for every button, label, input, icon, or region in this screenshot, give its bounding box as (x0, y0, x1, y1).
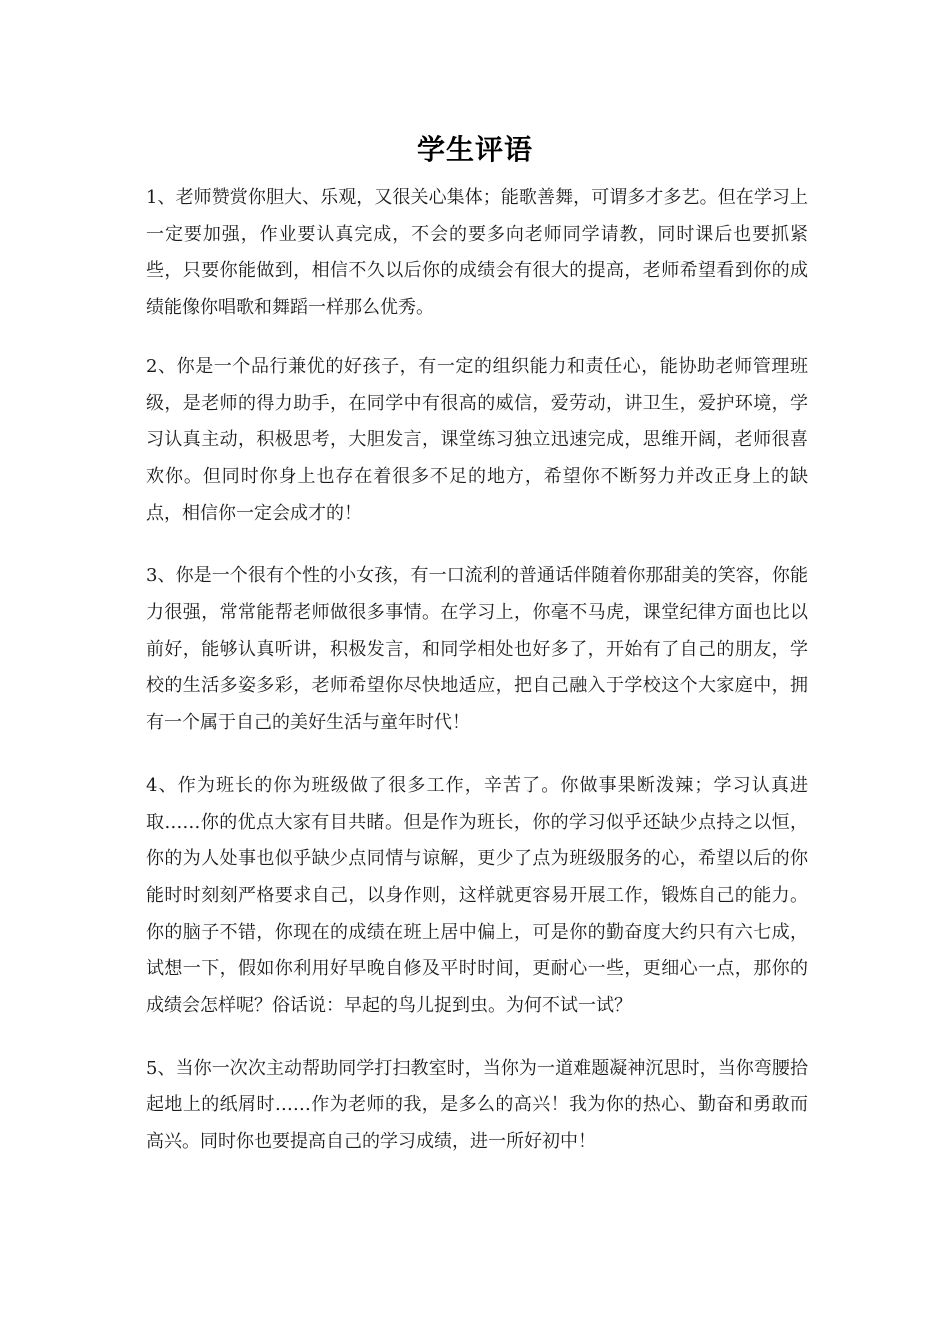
comment-paragraph-5: 5、当你一次次主动帮助同学打扫教室时，当你为一道难题凝神沉思时，当你弯腰拾起地上的纸屑时……作为老师的我，是多么的高兴！我为你的热心、勤奋和勇敢而高兴。同时你也要提高自己的学习成绩，进一所好初中！ (146, 1057, 808, 1153)
comment-paragraph-2: 2、你是一个品行兼优的好孩子，有一定的组织能力和责任心，能协助老师管理班级，是老师的得力助手，在同学中有很高的威信，爱劳动，讲卫生，爱护环境，学习认真主动，积极思考，大胆发言，课堂练习独立迅速完成，思维开阔，老师很喜欢你。但同时你身上也存在着很多不足的地方，希望你不断努力并改正身上的缺点，相信你一定会成才的！ (146, 355, 808, 524)
document-title: 学生评语 (416, 133, 533, 166)
comment-paragraph-3: 3、你是一个很有个性的小女孩，有一口流利的普通话伴随着你那甜美的笑容，你能力很强，常常能帮老师做很多事情。在学习上，你毫不马虎，课堂纪律方面也比以前好，能够认真听讲，积极发言，和同学相处也好多了，开始有了自己的朋友，学校的生活多姿多彩，老师希望你尽快地适应，把自己融入于学校这个大家庭中，拥有一个属于自己的美好生活与童年时代！ (146, 565, 808, 734)
comment-paragraph-1: 1、老师赞赏你胆大、乐观，又很关心集体；能歌善舞，可谓多才多艺。但在学习上一定要加强，作业要认真完成，不会的要多向老师同学请教，同时课后也要抓紧些，只要你能做到，相信不久以后你的成绩会有很大的提高，老师希望看到你的成绩能像你唱歌和舞蹈一样那么优秀。 (146, 187, 808, 319)
document-body (146, 180, 808, 1187)
comment-paragraph-4: 4、作为班长的你为班级做了很多工作，辛苦了。你做事果断泼辣；学习认真进取……你的优点大家有目共睹。但是作为班长，你的学习似乎还缺少点持之以恒，你的为人处事也似乎缺少点同情与谅解，更少了点为班级服务的心，希望以后的你能时时刻刻严格要求自己，以身作则，这样就更容易开展工作，锻炼自己的能力。你的脑子不错，你现在的成绩在班上居中偏上，可是你的勤奋度大约只有六七成，试想一下，假如你利用好早晚自修及平时时间，更耐心一些，更细心一点，那你的成绩会怎样呢？俗话说：早起的鸟儿捉到虫。为何不试一试？ (146, 774, 808, 1017)
